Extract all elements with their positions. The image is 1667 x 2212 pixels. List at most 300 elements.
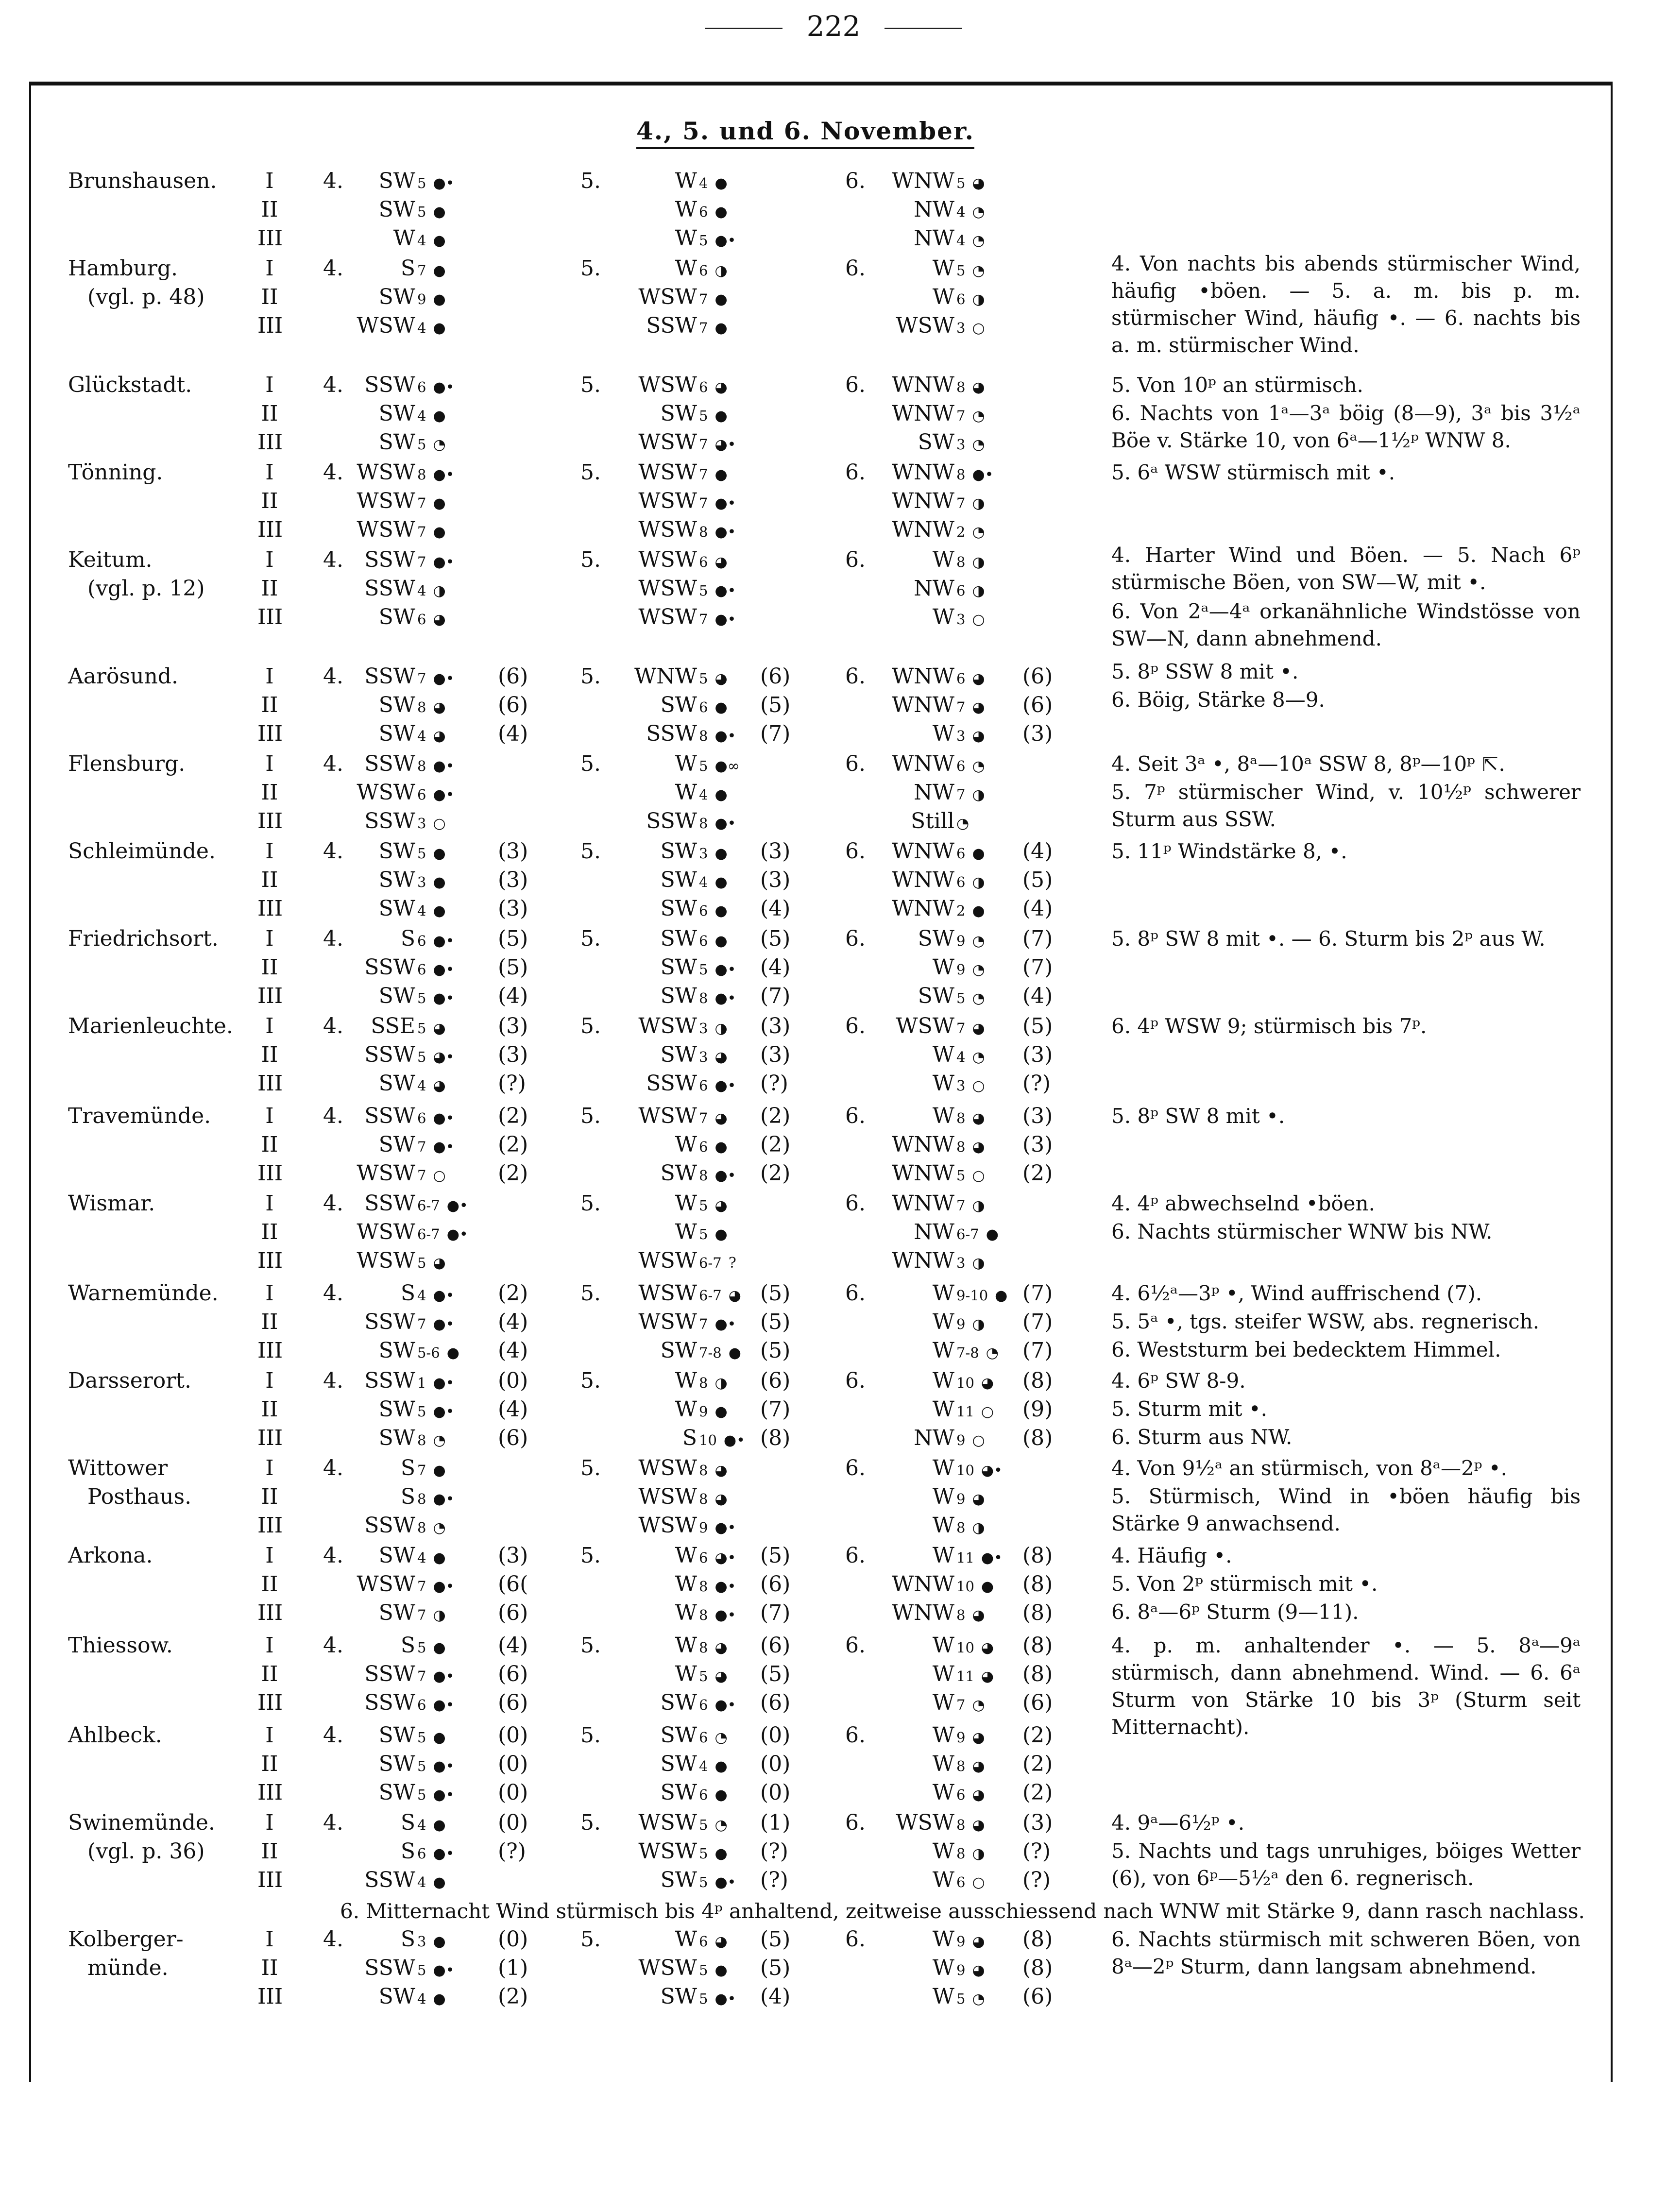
wind-cell <box>417 1689 454 1719</box>
sea-state: (2) <box>760 1104 791 1128</box>
period-label: II <box>261 197 278 222</box>
wind-cell <box>417 1809 446 1839</box>
wind-force: 9 <box>956 1962 966 1978</box>
wind-cell <box>956 1396 994 1426</box>
wind-force: 5 <box>699 1845 708 1862</box>
day-label: 5. <box>580 664 601 689</box>
sea-state: (3) <box>760 868 791 892</box>
cloud-symbol: ●• <box>433 1491 455 1508</box>
wind-direction: SW <box>378 1543 415 1568</box>
remark: 6. 4ᵖ WSW 9; stürmisch bis 7ᵖ. <box>1111 1014 1427 1038</box>
cloud-symbol: ●• <box>433 379 455 396</box>
sea-state: (7) <box>760 1397 791 1422</box>
wind-cell <box>417 604 446 633</box>
wind-direction: WNW <box>892 1132 954 1157</box>
wind-direction: SW <box>660 1723 697 1748</box>
remark: 6. Von 2ᵃ—4ᵃ orkanähnliche Windstösse von SW—N, dann abnehmend. <box>1111 599 1581 650</box>
wind-direction: WNW <box>892 373 954 397</box>
wind-force: 5 <box>699 232 708 249</box>
period-label: II <box>261 489 278 513</box>
wind-force: 5 <box>699 1226 708 1242</box>
period-label: III <box>257 1600 283 1625</box>
wind-force: 8 <box>699 1375 708 1391</box>
wind-cell <box>699 1512 736 1542</box>
wind-force: 9 <box>956 1316 966 1332</box>
period-label: III <box>257 1868 283 1892</box>
wind-direction: SW <box>378 1600 415 1625</box>
station-name: Tönning. <box>68 460 163 485</box>
remark: 5. 11ᵖ Windstärke 8, •. <box>1111 839 1347 863</box>
wind-direction: W <box>932 1662 954 1686</box>
wind-force: 8 <box>699 1607 708 1623</box>
wind-cell <box>699 1809 728 1839</box>
day-label: 6. <box>845 1927 866 1952</box>
wind-direction: WSW <box>896 1014 954 1038</box>
sea-state: (5) <box>498 926 528 951</box>
sea-state: (0) <box>498 1723 528 1748</box>
cloud-symbol: ◔ <box>714 1729 728 1746</box>
sea-state: (4) <box>498 1310 528 1334</box>
sea-state: (5) <box>760 926 791 951</box>
remark: 4. Von nachts bis abends stürmischer Wind, häufig •böen. — 5. a. m. bis p. m. stürmischer Wind, häufig •. — 6. nachts bis a. m. stürmischer Wind. <box>1111 252 1581 357</box>
wind-cell <box>417 1160 446 1190</box>
period-label: II <box>261 1484 278 1509</box>
sea-state: (5) <box>760 1927 791 1952</box>
cloud-symbol: ● <box>433 232 446 249</box>
sea-state: (1) <box>760 1810 791 1835</box>
period-label: II <box>261 1310 278 1334</box>
wind-force: 5 <box>417 1020 426 1037</box>
cloud-symbol: ◕ <box>981 1639 994 1656</box>
wind-force: 7 <box>699 320 708 336</box>
period-label: II <box>261 1397 278 1422</box>
period-label: I <box>265 926 274 951</box>
sea-state: (7) <box>760 984 791 1008</box>
wind-direction: SW <box>918 430 954 455</box>
cloud-symbol: ◕ <box>714 1933 728 1950</box>
wind-direction: W <box>675 1572 697 1597</box>
sea-state: (8) <box>1022 1572 1053 1597</box>
cloud-symbol: ◕ <box>972 1491 985 1508</box>
remark: 4. Häufig •. <box>1111 1544 1232 1567</box>
wind-cell <box>956 1809 985 1839</box>
cloud-symbol: ●• <box>433 1403 455 1420</box>
sea-state: (4) <box>498 984 528 1008</box>
wind-cell <box>699 459 728 489</box>
wind-force: 5 <box>417 204 426 220</box>
cloud-symbol: ◕ <box>433 611 446 628</box>
cloud-symbol: ● <box>433 874 446 891</box>
wind-force: 6-7 <box>699 1255 722 1271</box>
wind-direction: WNW <box>892 1161 954 1186</box>
wind-force: 4 <box>699 874 708 890</box>
wind-direction: W <box>932 1513 954 1538</box>
wind-direction: SSW <box>364 373 415 397</box>
cloud-symbol: ◕ <box>972 175 985 192</box>
period-label: II <box>261 1839 278 1864</box>
cloud-symbol: ◑ <box>972 495 985 512</box>
wind-direction: SSW <box>646 313 697 338</box>
wind-direction: W <box>675 1633 697 1658</box>
cloud-symbol: ● <box>714 204 728 221</box>
wind-direction: SW <box>378 605 415 630</box>
cloud-symbol: ●• <box>714 1578 736 1595</box>
sea-state: (6) <box>1022 1690 1053 1715</box>
wind-force: 7 <box>956 1020 966 1037</box>
sea-state: (3) <box>760 1014 791 1038</box>
day-label: 4. <box>323 926 343 951</box>
wind-cell <box>956 1247 985 1277</box>
wind-cell <box>699 372 728 401</box>
cloud-symbol: ●• <box>446 1226 468 1243</box>
wind-cell <box>956 604 985 633</box>
wind-force: 9 <box>699 1403 708 1420</box>
cloud-symbol: ◕ <box>714 1110 728 1127</box>
wind-direction: SSW <box>646 1071 697 1096</box>
period-label: I <box>265 1927 274 1952</box>
wind-force: 6 <box>956 291 966 307</box>
wind-direction: SW <box>378 285 415 309</box>
remark: 6. Weststurm bei bedecktem Himmel. <box>1111 1338 1501 1361</box>
sea-state: (2) <box>498 1281 528 1306</box>
cloud-symbol: ● <box>433 1933 446 1950</box>
wind-force: 3 <box>956 320 966 336</box>
wind-force: 3 <box>956 611 966 628</box>
day-label: 6. <box>845 373 866 397</box>
wind-force: 6-7 <box>956 1226 979 1242</box>
cloud-symbol: ● <box>714 320 728 337</box>
wind-cell <box>956 1722 985 1752</box>
wind-direction: W <box>675 1662 697 1686</box>
sea-state: (3) <box>498 1543 528 1568</box>
wind-cell <box>699 1542 736 1572</box>
wind-direction: WSW <box>638 1456 697 1480</box>
station-name: Travemünde. <box>68 1104 211 1128</box>
sea-state: (?) <box>760 1839 788 1864</box>
cloud-symbol: ◑ <box>433 1607 446 1624</box>
wind-direction: WSW <box>638 285 697 309</box>
wind-direction: SSW <box>364 1662 415 1686</box>
wind-cell <box>699 925 728 955</box>
day-label: 6. <box>845 1810 866 1835</box>
wind-force: 6 <box>699 1697 708 1713</box>
wind-direction: W <box>675 1927 697 1952</box>
wind-cell <box>699 1070 736 1100</box>
wind-force: 5 <box>699 1874 708 1890</box>
wind-force: 9 <box>956 1729 966 1746</box>
wind-cell <box>956 838 985 868</box>
cloud-symbol: ●• <box>433 990 455 1007</box>
wind-cell <box>956 429 985 459</box>
sea-state: (2) <box>1022 1161 1053 1186</box>
day-label: 4. <box>323 373 343 397</box>
wind-cell <box>956 895 985 925</box>
period-label: II <box>261 576 278 601</box>
cloud-symbol: ● <box>714 291 728 308</box>
wind-cell <box>417 750 454 780</box>
wind-direction: WNW <box>892 401 954 426</box>
wind-force: 5 <box>699 1668 708 1685</box>
cloud-symbol: ●• <box>723 1432 745 1449</box>
day-label: 4. <box>323 1927 343 1952</box>
wind-cell <box>956 1661 994 1690</box>
sea-state: (?) <box>498 1071 526 1096</box>
wind-direction: WSW <box>357 1572 415 1597</box>
wind-direction: SW <box>378 1426 415 1450</box>
cloud-symbol: ● <box>714 845 728 862</box>
cloud-symbol: ● <box>728 1344 741 1361</box>
cloud-symbol: ◑ <box>972 554 985 571</box>
cloud-symbol: ●• <box>714 495 736 512</box>
cloud-symbol: ●• <box>714 815 736 832</box>
wind-force: 8 <box>956 1817 966 1833</box>
cloud-symbol: ◔ <box>972 1697 985 1714</box>
period-label: III <box>257 1338 283 1363</box>
cloud-symbol: ◑ <box>972 1519 985 1536</box>
wind-direction: SW <box>378 197 415 222</box>
wind-direction: WSW <box>638 1248 697 1273</box>
remark: 5. Stürmisch, Wind in •böen häufig bis Stärke 9 anwachsend. <box>1111 1484 1581 1535</box>
wind-direction: W <box>932 1338 954 1363</box>
cloud-symbol: ● <box>995 1287 1008 1304</box>
wind-direction: WSW <box>896 313 954 338</box>
wind-direction: WSW <box>638 1513 697 1538</box>
cloud-symbol: ●• <box>981 1549 1003 1566</box>
wind-cell <box>699 168 728 197</box>
sea-state: (6) <box>1022 1984 1053 2009</box>
wind-direction: Still <box>910 809 954 834</box>
wind-direction: SSW <box>364 1513 415 1538</box>
sea-state: (6) <box>760 1690 791 1715</box>
wind-direction: W <box>675 1600 697 1625</box>
wind-force: 11 <box>956 1668 974 1685</box>
day-label: 5. <box>580 926 601 951</box>
wind-cell <box>956 1689 985 1719</box>
wind-cell <box>417 225 446 255</box>
cloud-symbol: ○ <box>981 1403 994 1420</box>
wind-force: 7 <box>956 1697 966 1713</box>
wind-force: 8 <box>699 990 708 1006</box>
wind-force: 5 <box>956 990 966 1006</box>
period-label: I <box>265 1281 274 1306</box>
day-label: 4. <box>323 1543 343 1568</box>
sea-state: (1) <box>498 1956 528 1980</box>
period-label: I <box>265 1191 274 1216</box>
wind-cell <box>956 284 985 313</box>
wind-direction: SW <box>660 896 697 921</box>
wind-cell <box>699 692 728 721</box>
cloud-symbol: ● <box>714 1962 728 1979</box>
wind-force: 5 <box>699 758 708 774</box>
station-name: Aarösund. <box>68 664 178 689</box>
period-label: II <box>261 1662 278 1686</box>
wind-force: 6 <box>699 1139 708 1155</box>
cloud-symbol: ◔ <box>972 262 985 279</box>
period-label: II <box>261 1956 278 1980</box>
cloud-symbol: ● <box>433 1874 446 1891</box>
wind-cell <box>417 1838 454 1868</box>
day-label: 6. <box>845 1014 866 1038</box>
wind-cell <box>699 1425 745 1454</box>
day-label: 5. <box>580 373 601 397</box>
cloud-symbol: ◔ <box>433 1519 446 1536</box>
cloud-symbol: ◕ <box>433 1255 446 1272</box>
wind-cell <box>699 196 728 226</box>
cloud-symbol: ●• <box>433 670 455 687</box>
wind-direction: WNW <box>892 460 954 485</box>
wind-direction: W <box>932 1456 954 1480</box>
wind-cell <box>699 1838 728 1868</box>
wind-force: 4 <box>417 1874 426 1890</box>
wind-direction: WSW <box>638 1014 697 1038</box>
wind-cell <box>699 867 728 896</box>
period-label: III <box>257 605 283 630</box>
wind-direction: W <box>932 1484 954 1509</box>
remark: 4. 9ᵃ—6½ᵖ •. <box>1111 1811 1245 1835</box>
period-label: I <box>265 1456 274 1480</box>
sea-state: (6) <box>498 1662 528 1686</box>
wind-direction: W <box>675 1220 697 1244</box>
wind-direction: SW <box>378 430 415 455</box>
sea-state: (5) <box>498 955 528 980</box>
wind-direction: S <box>400 1281 415 1306</box>
wind-direction: W <box>932 1780 954 1805</box>
wind-cell <box>417 1041 454 1071</box>
wind-force: 5 <box>956 1991 966 2007</box>
period-label: I <box>265 1104 274 1128</box>
wind-cell <box>417 895 446 925</box>
remark: 5. Nachts und tags unruhiges, böiges Wetter (6), von 6ᵖ—5½ᵃ den 6. regnerisch. <box>1111 1839 1581 1890</box>
wind-force: 10 <box>956 1578 974 1595</box>
station-name: Brunshausen. <box>68 169 217 193</box>
cloud-symbol: ●∞ <box>714 758 740 775</box>
wind-force: 5 <box>417 1255 426 1271</box>
remark: 5. 6ᵃ WSW stürmisch mit •. <box>1111 460 1395 484</box>
wind-cell <box>956 1367 994 1397</box>
sea-state: (?) <box>760 1868 788 1892</box>
wind-direction: W <box>932 955 954 980</box>
wind-direction: W <box>932 1281 954 1306</box>
cloud-symbol: ●• <box>433 1110 455 1127</box>
cloud-symbol: ● <box>714 699 728 716</box>
cloud-symbol: ○ <box>972 1874 985 1891</box>
cloud-symbol: ◑ <box>972 1316 985 1333</box>
wind-direction: W <box>932 1723 954 1748</box>
wind-cell <box>699 1247 736 1277</box>
wind-direction: WSW <box>638 605 697 630</box>
wind-cell <box>417 838 446 868</box>
wind-direction: W <box>932 1690 954 1715</box>
sea-state: (?) <box>1022 1071 1051 1096</box>
wind-cell <box>417 720 446 750</box>
wind-direction: SW <box>660 401 697 426</box>
wind-force: 4 <box>417 1817 426 1833</box>
sea-state: (7) <box>760 721 791 746</box>
wind-force: 8 <box>699 524 708 540</box>
day-label: 5. <box>580 1014 601 1038</box>
wind-force: 5 <box>417 1729 426 1746</box>
wind-cell <box>699 808 736 837</box>
station-name: Marienleuchte. <box>68 1014 233 1038</box>
wind-direction: WNW <box>892 896 954 921</box>
sea-state: (8) <box>1022 1956 1053 1980</box>
day-label: 4. <box>323 664 343 689</box>
sea-state: (3) <box>760 1042 791 1067</box>
wind-force: 8 <box>699 728 708 744</box>
remark: 5. Von 2ᵖ stürmisch mit •. <box>1111 1572 1378 1596</box>
cloud-symbol: ● <box>986 1226 999 1243</box>
wind-direction: WNW <box>892 1572 954 1597</box>
cloud-symbol: ● <box>714 786 728 803</box>
wind-direction: W <box>675 226 697 251</box>
period-label: I <box>265 256 274 281</box>
wind-direction: W <box>932 1071 954 1096</box>
cloud-symbol: ●• <box>433 1668 455 1685</box>
cloud-symbol: ●• <box>433 933 455 950</box>
sea-state: (8) <box>1022 1927 1053 1952</box>
wind-cell <box>699 1955 728 1984</box>
cloud-symbol: ◕ <box>714 1639 728 1656</box>
wind-force: 7 <box>417 1578 426 1595</box>
cloud-symbol: ◔ <box>972 990 985 1007</box>
sea-state: (4) <box>1022 984 1053 1008</box>
wind-cell <box>956 312 985 342</box>
cloud-symbol: ◕ <box>972 1962 985 1979</box>
wind-cell <box>417 429 446 459</box>
wind-force: 5-6 <box>417 1344 440 1361</box>
wind-force: 6 <box>699 902 708 919</box>
wind-force: 4 <box>956 1049 966 1065</box>
wind-direction: W <box>932 1368 954 1393</box>
cloud-symbol: ◕ <box>972 699 985 716</box>
wind-cell <box>417 1396 454 1426</box>
wind-direction: WNW <box>892 664 954 689</box>
sea-state: (6) <box>498 693 528 717</box>
wind-force: 7 <box>699 611 708 628</box>
cloud-symbol: ○ <box>972 320 985 337</box>
period-label: I <box>265 1543 274 1568</box>
cloud-symbol: ● <box>433 1817 446 1834</box>
period-label: III <box>257 517 283 542</box>
wind-force: 7 <box>956 495 966 511</box>
sea-state: (?) <box>1022 1839 1051 1864</box>
wind-force: 5 <box>417 1403 426 1420</box>
wind-force: 6 <box>699 1787 708 1803</box>
wind-force: 3 <box>417 815 426 832</box>
day-label: 5. <box>580 1723 601 1748</box>
wind-force: 5 <box>956 175 966 191</box>
day-label: 4. <box>323 1014 343 1038</box>
wind-cell <box>956 196 985 226</box>
day-label: 6. <box>845 1456 866 1480</box>
wind-direction: SW <box>378 1397 415 1422</box>
period-label: III <box>257 1248 283 1273</box>
station-name: Arkona. <box>68 1543 153 1568</box>
wind-force: 9-10 <box>956 1287 988 1304</box>
station-name: Warnemünde. <box>68 1281 219 1306</box>
wind-cell <box>956 1425 985 1454</box>
sea-state: (5) <box>760 693 791 717</box>
sea-state: (2) <box>498 1984 528 2009</box>
sea-state: (2) <box>1022 1780 1053 1805</box>
wind-force: 8 <box>956 1139 966 1155</box>
day-label: 5. <box>580 460 601 485</box>
cloud-symbol: ●• <box>714 1316 736 1333</box>
cloud-symbol: ◑ <box>972 1845 985 1862</box>
wind-direction: W <box>932 1956 954 1980</box>
wind-direction: S <box>400 1484 415 1509</box>
wind-cell <box>417 546 454 576</box>
